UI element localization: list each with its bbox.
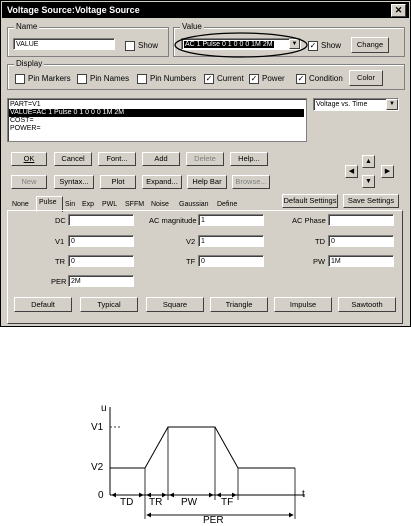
tr-diagram-label: TR bbox=[149, 497, 163, 508]
color-button[interactable]: Color bbox=[349, 70, 383, 86]
pw-field[interactable]: 1M bbox=[328, 255, 394, 267]
pw-label: PW bbox=[313, 257, 326, 266]
new-button[interactable]: New bbox=[11, 175, 47, 189]
pin-numbers-label: Pin Numbers bbox=[150, 74, 197, 83]
pin-names-label: Pin Names bbox=[90, 74, 130, 83]
condition-checkbox[interactable]: ✓ bbox=[297, 74, 305, 83]
pin-names-checkbox[interactable] bbox=[77, 74, 87, 84]
pin-numbers-checkbox[interactable] bbox=[137, 74, 147, 84]
tab-gaussian[interactable]: Gaussian bbox=[179, 201, 209, 208]
dimension-arrows bbox=[112, 495, 293, 515]
attribute-list[interactable] bbox=[7, 98, 307, 142]
browse-button[interactable]: Browse... bbox=[232, 175, 270, 189]
ac-magnitude-label: AC magnitude bbox=[149, 216, 197, 225]
current-checkbox[interactable]: ✓ bbox=[205, 74, 213, 83]
origin-label: 0 bbox=[98, 490, 104, 501]
ac-phase-label: AC Phase bbox=[292, 216, 326, 225]
syntax-button[interactable]: Syntax... bbox=[54, 175, 94, 189]
v1-level-label: V1 bbox=[91, 422, 104, 433]
v2-field[interactable]: 1 bbox=[198, 235, 264, 247]
list-item[interactable]: COST= bbox=[10, 117, 34, 124]
plot-type-select-text: Voltage vs. Time bbox=[316, 101, 368, 108]
arrow-right-icon[interactable]: ▶ bbox=[381, 165, 394, 178]
dc-field[interactable] bbox=[68, 214, 134, 226]
v1-label: V1 bbox=[55, 237, 65, 246]
value-show-label: Show bbox=[321, 41, 342, 50]
tab-none[interactable]: None bbox=[12, 201, 29, 208]
td-field[interactable]: 0 bbox=[328, 235, 394, 247]
list-item[interactable]: PART=V1 bbox=[10, 101, 41, 108]
pulse-waveform-diagram bbox=[0, 395, 411, 526]
change-button[interactable]: Change bbox=[351, 37, 389, 53]
window-title: Voltage Source:Voltage Source bbox=[7, 5, 140, 15]
impulse-waveform-button[interactable]: Impulse bbox=[274, 297, 332, 312]
triangle-waveform-button[interactable]: Triangle bbox=[210, 297, 268, 312]
arrow-left-icon[interactable]: ◀ bbox=[345, 165, 358, 178]
current-label: Current bbox=[217, 74, 244, 83]
v2-label: V2 bbox=[186, 237, 196, 246]
delete-button[interactable]: Delete bbox=[186, 152, 224, 166]
plot-type-dropdown-icon[interactable]: ▼ bbox=[386, 99, 398, 110]
condition-label: Condition bbox=[309, 74, 343, 83]
display-group-label: Display bbox=[16, 59, 43, 68]
tf-diagram-label: TF bbox=[221, 497, 234, 508]
name-show-checkbox[interactable] bbox=[125, 41, 135, 51]
close-icon[interactable]: ✕ bbox=[391, 4, 406, 17]
dc-label: DC bbox=[55, 216, 66, 225]
tab-pulse[interactable]: Pulse bbox=[39, 199, 57, 206]
v1-field[interactable]: 0 bbox=[68, 235, 134, 247]
help-bar-button[interactable]: Help Bar bbox=[187, 175, 227, 189]
value-combo-text: AC 1 Pulse 0 1 0 0 0 1M 2M bbox=[185, 41, 273, 48]
tr-label: TR bbox=[55, 257, 65, 266]
guide-lines bbox=[110, 427, 295, 519]
default-settings-button[interactable]: Default Settings bbox=[282, 194, 338, 208]
td-diagram-label: TD bbox=[120, 497, 134, 508]
ok-button[interactable]: OK bbox=[11, 152, 47, 166]
v2-level-label: V2 bbox=[91, 462, 104, 473]
name-group-label: Name bbox=[16, 22, 38, 31]
power-checkbox[interactable]: ✓ bbox=[250, 74, 258, 83]
save-settings-button[interactable]: Save Settings bbox=[343, 194, 399, 208]
tab-exp[interactable]: Exp bbox=[82, 201, 95, 208]
y-axis-label: u bbox=[101, 403, 107, 414]
tf-label: TF bbox=[186, 257, 196, 266]
ac-phase-field[interactable] bbox=[328, 214, 394, 226]
default-waveform-button[interactable]: Default bbox=[14, 297, 72, 312]
pulse-waveform bbox=[110, 427, 295, 468]
tf-field[interactable]: 0 bbox=[198, 255, 264, 267]
plot-button[interactable]: Plot bbox=[100, 175, 136, 189]
cancel-button[interactable]: Cancel bbox=[54, 152, 92, 166]
help-button[interactable]: Help... bbox=[230, 152, 268, 166]
arrow-down-icon[interactable]: ▼ bbox=[362, 175, 375, 188]
tab-sffm[interactable]: SFFM bbox=[125, 201, 145, 208]
title-bar bbox=[2, 2, 409, 18]
tab-pwl[interactable]: PWL bbox=[102, 201, 118, 208]
sawtooth-waveform-button[interactable]: Sawtooth bbox=[338, 297, 396, 312]
value-highlight-oval bbox=[173, 31, 309, 59]
power-label: Power bbox=[262, 74, 285, 83]
pw-diagram-label: PW bbox=[181, 497, 198, 508]
name-field[interactable]: VALUE bbox=[13, 38, 115, 50]
ac-magnitude-field[interactable]: 1 bbox=[198, 214, 264, 226]
axes bbox=[110, 407, 305, 495]
tab-noise[interactable]: Noise bbox=[151, 201, 169, 208]
per-label: PER bbox=[51, 277, 67, 286]
per-diagram-label: PER bbox=[203, 515, 224, 526]
td-label: TD bbox=[315, 237, 325, 246]
list-item[interactable]: POWER= bbox=[10, 125, 41, 132]
per-field[interactable]: 2M bbox=[68, 275, 134, 287]
typical-waveform-button[interactable]: Typical bbox=[80, 297, 138, 312]
pin-markers-checkbox[interactable] bbox=[15, 74, 25, 84]
name-show-label: Show bbox=[138, 41, 159, 50]
list-item[interactable]: VALUE=AC 1 Pulse 0 1 0 0 0 1M 2M bbox=[9, 109, 304, 117]
tab-sin[interactable]: Sin bbox=[65, 201, 76, 208]
tr-field[interactable]: 0 bbox=[68, 255, 134, 267]
pin-markers-label: Pin Markers bbox=[28, 74, 71, 83]
tab-define[interactable]: Define bbox=[217, 201, 238, 208]
square-waveform-button[interactable]: Square bbox=[146, 297, 204, 312]
value-dropdown-icon[interactable]: ▼ bbox=[289, 39, 300, 49]
value-show-checkbox[interactable]: ✓ bbox=[309, 41, 317, 50]
x-axis-label: t bbox=[302, 489, 305, 500]
value-group-label: Value bbox=[182, 22, 202, 31]
arrow-up-icon[interactable]: ▲ bbox=[362, 155, 375, 168]
font-button[interactable]: Font... bbox=[98, 152, 136, 166]
expand-button[interactable]: Expand... bbox=[142, 175, 182, 189]
add-button[interactable]: Add bbox=[142, 152, 180, 166]
